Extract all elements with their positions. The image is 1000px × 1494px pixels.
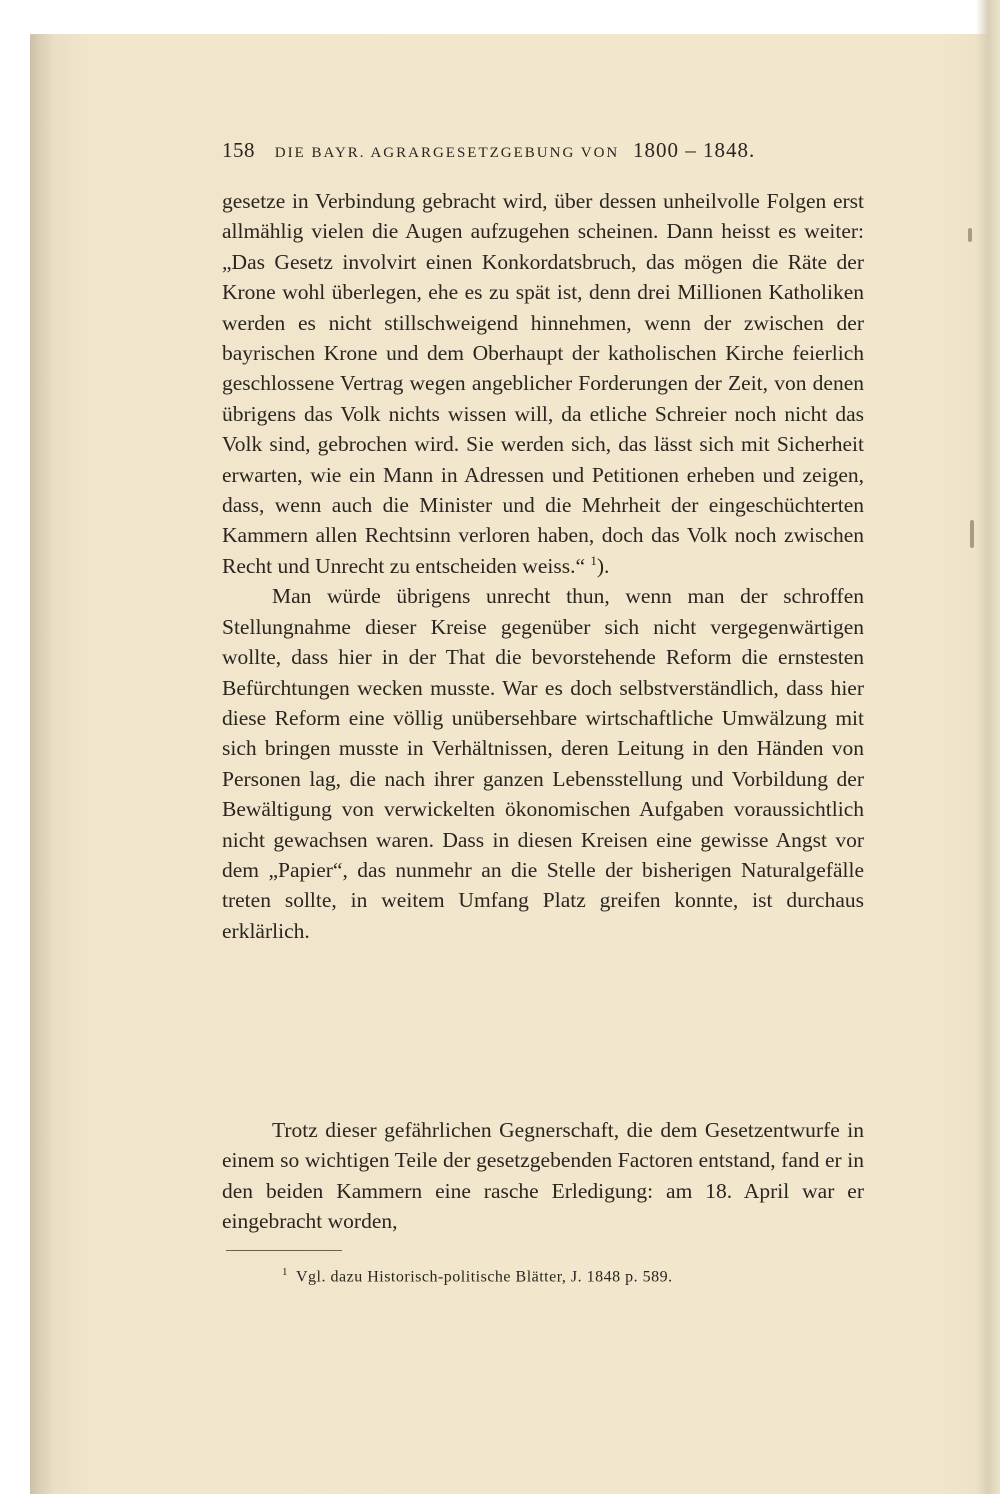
page-edge [976,0,1000,1494]
page-gutter [30,34,52,1494]
footnote [282,1266,673,1286]
running-title-years: 1800 – 1848. [633,138,756,162]
running-title: DIE BAYR. AGRARGESETZGEBUNG VON [274,145,620,161]
page-number: 158 [222,138,255,162]
paragraph-continued [222,186,864,581]
footnote-marker: 1 [282,1266,288,1278]
paragraph: Trotz dieser gefährlichen Gegnerschaft, die dem Gesetzentwurfe in einem so wichtigen Teile der gesetzgebenden Factoren entstand, fand er in den beiden Kammern eine rasche Erledigung: am 18. April war er eingebracht worden, [222,1118,864,1234]
paragraph: Man würde übrigens unrecht thun, wenn man der schroffen Stellungnahme dieser Kreise gegenüber sich nicht vergegenwärtigen wollte, dass hier in der That die bevorstehende Reform die ernstesten Befürchtungen wecken musste. War es doch selbstverständlich, dass hier diese Reform eine völlig unübersehbare wirtschaftliche Umwälzung mit sich bringen musste in Verhältnissen, deren Leitung in den Händen von Personen lag, die nach ihrer ganzen Lebensstellung und Vorbildung der Bewältigung von verwickelten ökonomischen Aufgaben voraussichtlich nicht gewachsen waren. Dass in diesen Kreisen eine gewisse Angst vor dem „Papier“, das nunmehr an die Stelle der bisherigen Naturalgefälle treten sollte, in weitem Umfang Platz greifen konnte, ist durchaus erklärlich. [222,584,864,943]
body-text [222,186,864,946]
running-header [222,138,862,163]
footnote-text: Vgl. dazu Historisch-politische Blätter, J. 1848 p. 589. [296,1268,673,1286]
footnote-reference-suffix: ). [596,553,610,578]
paragraph-text: gesetze in Verbindung gebracht wird, über dessen unheilvolle Folgen erst allmählig vielen die Augen aufzugehen scheinen. Dann heisst es weiter: „Das Gesetz involvirt einen Konkordatsbruch, das mögen die Räte der Krone wohl überlegen, ehe es zu spät ist, denn drei Millionen Katholiken werden es nicht stillschweigend hinnehmen, wenn der zwischen der bayrischen Krone und dem Oberhaupt der katholischen Kirche feierlich geschlossene Vertrag wegen angeblicher Forderungen der Zeit, von denen übrigens das Volk nichts wissen will, da etliche Schreier noch nicht das Volk sind, gebrochen wird. Sie werden sich, das lässt sich mit Sicherheit erwarten, wie ein Mann in Adressen und Petitionen erheben und zeigen, dass, wenn auch die Minister und die Mehrheit der eingeschüchterten Kammern allen Rechtsinn verloren haben, doch das Volk noch zwischen Recht und Unrecht zu entscheiden weiss.“ [222,189,864,578]
margin-mark [970,520,974,548]
margin-mark [968,228,972,242]
footnote-rule [226,1250,342,1251]
footnote-reference: 1 [590,552,597,568]
